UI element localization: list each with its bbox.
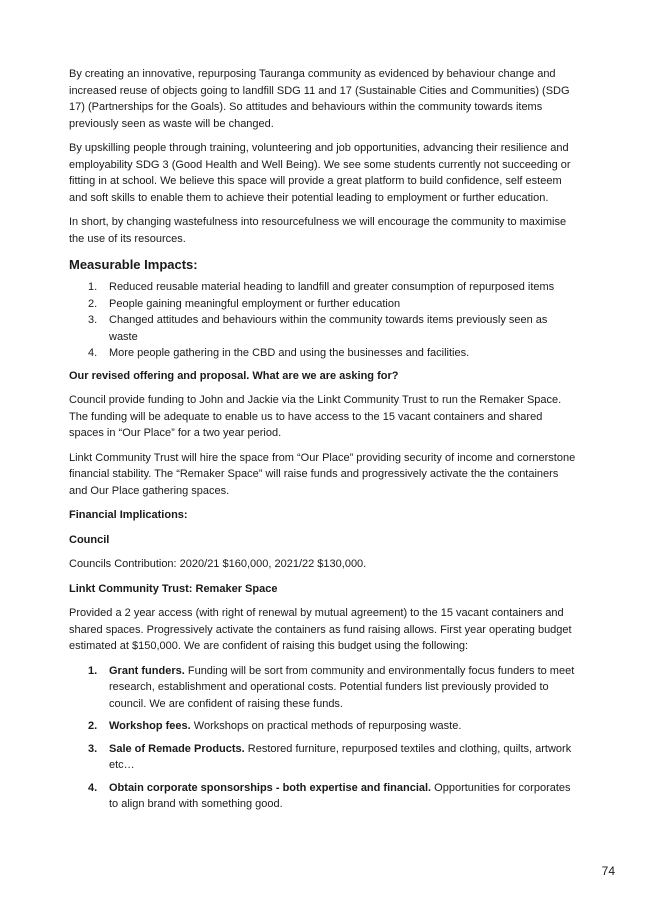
list-number: 3. [88,742,98,755]
linkt-heading: Linkt Community Trust: Remaker Space [69,582,278,595]
measurable-impacts-heading: Measurable Impacts: [69,257,198,272]
list-text: Restored furniture, repurposed textiles and clothing, quilts, artwork etc… [109,742,572,771]
list-item-title: Grant funders. [109,664,185,677]
list-item-title: Workshop fees. [109,720,191,732]
list-item [69,345,577,362]
list-item [69,279,577,296]
page-number: 74 [601,864,615,878]
list-number: 3. [88,314,98,326]
linkt-paragraph: Provided a 2 year access (with right of renewal by mutual agreement) to the 15 vacant containers and shared spaces. Progressively activate the containers as fund raising allows. First year operating budget estimated at $150,000. We are confident of raising this budget using the following: [69,607,572,652]
list-item-title: Sale of Remade Products. [109,742,245,755]
list-text: Funding will be sort from community and environmentally focus funders to meet research, establishment and operational costs. Potential funders list previously provided to council. We are confident of raising these funds. [109,664,575,710]
list-number: 1. [88,281,98,293]
funding-sources-list [69,663,577,813]
intro-paragraph-1: By creating an innovative, repurposing Tauranga community as evidenced by behaviour change and increased reuse of objects going to landfill SDG 11 and 17 (Sustainable Cities and Communities) (SDG 17) (Partnerships for the Goals). So attitudes and behaviours within the community towards items previously seen as waste will be changed. [69,68,570,130]
intro-paragraph-3: In short, by changing wastefulness into resourcefulness we will encourage the community to maximise the use of its resources. [69,216,567,245]
list-item [69,741,577,774]
list-text: People gaining meaningful employment or further education [109,297,401,310]
intro-paragraph-2: By upskilling people through training, volunteering and job opportunities, advancing their resilience and employability SDG 3 (Good Health and Well Being). We see some students currently not succeeding or fitting in at school. We believe this space will provide a great platform to build confidence, self esteem and soft skills to enable them to achieve their potential leading to employment or further education. [69,142,571,204]
list-text: Changed attitudes and behaviours within the community towards items previously seen as waste [109,314,548,343]
financial-implications-heading: Financial Implications: [69,509,188,521]
list-item [69,780,577,813]
list-number: 1. [88,664,98,677]
list-item [69,663,577,713]
council-contribution: Councils Contribution: 2020/21 $160,000, 2021/22 $130,000. [69,558,367,570]
document-page [69,66,577,819]
list-number: 4. [88,781,98,794]
list-number: 2. [88,297,98,310]
list-text: Reduced reusable material heading to landfill and greater consumption of repurposed items [109,281,555,293]
measurable-impacts-list [69,279,577,362]
list-number: 2. [88,720,98,732]
list-item [69,296,577,313]
list-text: More people gathering in the CBD and using the businesses and facilities. [109,347,470,359]
list-number: 4. [88,347,98,359]
offering-paragraph-1: Council provide funding to John and Jackie via the Linkt Community Trust to run the Remaker Space. The funding will be adequate to enable us to have access to the 15 vacant containers and shared spaces in “Our Place” for a two year period. [69,394,562,439]
offering-paragraph-2: Linkt Community Trust will hire the space from “Our Place” providing security of income and cornerstone financial stability. The “Remaker Space” will raise funds and progressively activate the the containers and Our Place gathering spaces. [69,451,576,497]
list-item [69,718,577,735]
list-item [69,312,577,345]
list-item-title: Obtain corporate sponsorships - both expertise and financial. [109,781,432,794]
list-text: Opportunities for corporates to align brand with something good. [109,781,571,810]
council-heading: Council [69,533,110,546]
offering-heading: Our revised offering and proposal. What are we are asking for? [69,369,399,382]
list-text: Workshops on practical methods of repurposing waste. [190,720,462,732]
